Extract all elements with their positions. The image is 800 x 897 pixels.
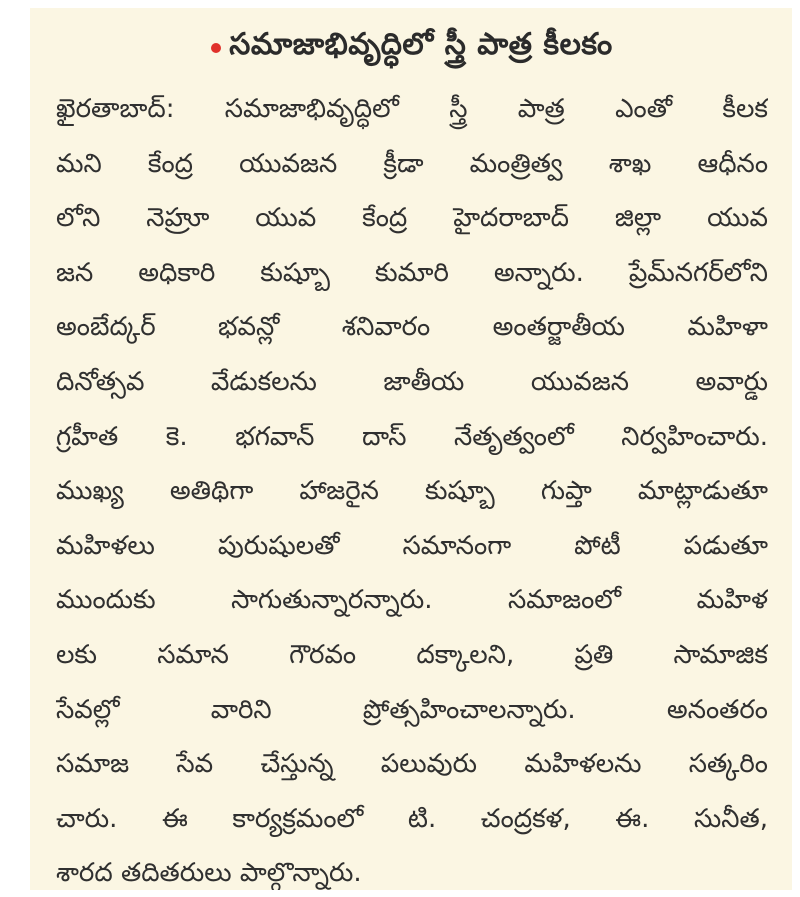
body-line: సేవల్లో వారిని ప్రోత్సహించాలన్నారు. అనంతరం: [56, 694, 768, 725]
body-line: దినోత్సవ వేడుకలను జాతీయ యువజన అవార్డు: [56, 366, 768, 397]
article-body: [56, 82, 768, 890]
body-line: మహిళలు పురుషులతో సమానంగా పోటీ పడుతూ: [56, 530, 768, 561]
body-line: గ్రహీత కె. భగవాన్ దాస్ నేతృత్వంలో నిర్వహించారు.: [56, 421, 768, 452]
body-line: జన అధికారి కుష్బూ కుమారి అన్నారు. ప్రేమ్‌నగర్‌లోని: [56, 257, 768, 288]
news-clipping: [30, 8, 792, 890]
body-line: ముందుకు సాగుతున్నారన్నారు. సమాజంలో మహిళ: [56, 585, 768, 616]
body-line: శారద తదితరులు పాల్గొన్నారు.: [56, 858, 362, 889]
body-line: మని కేంద్ర యువజన క్రీడా మంత్రిత్వ శాఖ ఆధీనం: [56, 148, 768, 179]
body-line: సమాజ సేవ చేస్తున్న పలువురు మహిళలను సత్కరిం: [56, 749, 768, 780]
headline-text: సమాజాభివృద్ధిలో స్త్రీ పాత్ర కీలకం: [229, 27, 613, 62]
body-line: ముఖ్య అతిథిగా హాజరైన కుష్బూ గుప్తా మాట్లాడుతూ: [56, 476, 768, 507]
body-line: అంబేద్కర్ భవన్లో శనివారం అంతర్జాతీయ మహిళా: [56, 312, 768, 343]
body-line: ఖైరతాబాద్: సమాజాభివృద్ధిలో స్త్రీ పాత్ర ఎంతో కీలక: [56, 94, 768, 124]
body-line: లకు సమాన గౌరవం దక్కాలని, ప్రతి సామాజిక: [56, 639, 768, 670]
body-line: లోని నెహ్రూ యువ కేంద్ర హైదరాబాద్ జిల్లా యువ: [56, 203, 768, 234]
body-line: చారు. ఈ కార్యక్రమంలో టి. చంద్రకళ, ఈ. సునీత,: [56, 803, 768, 834]
headline-bullet-icon: [211, 43, 221, 53]
headline: [56, 22, 768, 74]
